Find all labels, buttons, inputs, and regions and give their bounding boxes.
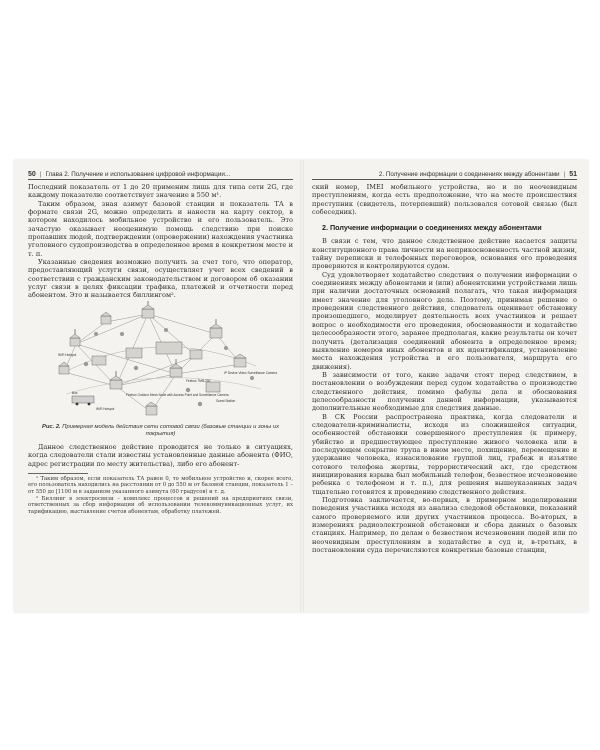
left-header-title: Глава 2. Получение и использование цифровой информации...	[45, 171, 231, 178]
left-page-body	[28, 180, 293, 515]
figure-label: Firebox 7MB-200	[185, 378, 210, 383]
right-paragraph: ский номер, IMEI мобильного устройства, но и по неочевидным преступлениям, когда есть предположение, что на месте происшествия преступник (свидетель, потерпевший) пользовался сотовой связью (был собеседник).	[312, 183, 577, 217]
right-page-body	[312, 180, 577, 554]
figure-label: WiFi Hotspot	[57, 352, 76, 357]
header-separator: |	[563, 171, 566, 178]
footnote: ¹ Таким образом, если показатель ТА равен 0, то мобильное устройство и, скорее всего, его пользователь находились на расстоянии от 0 до 550 м от базовой станции, показатель 1 – от 550 до [1100 м в заданном указанного азимута (60 градусов) и т. д.	[28, 475, 293, 496]
right-paragraph: В СК России распространена практика, когда следователи и следователи-криминалисты, исходя из сложившейся ситуации, особенностей обстановки совершенного преступления (к примеру, убийство и предшествующее преступление живого человека или в последующем сокрытие трупа в ином месте, похищение, перемещение и удержание человека, изнасилование группой лиц, грабеж и изъятие сотового телефона жертвы, террористический акт, где средством инициирования взрыва был мобильный телефон, безвестное исчезновение ребенка с телефоном и т. п.), для решения вышеуказанных задач тщательно готовятся к проведению следственного действия.	[312, 412, 577, 496]
footnote-rule	[28, 473, 88, 474]
footnote: ² Биллинг в электросвязи – комплекс процессов и решений на предприятиях связи, ответственных за сбор информации об использовании телекоммуникационных услуг, их тарификацию, выставление счетов абонентам, обработку платежей.	[28, 495, 293, 515]
header-separator: |	[39, 171, 42, 178]
figure-label: Guest Station	[215, 398, 235, 403]
left-paragraph: Таким образом, зная азимут базовой станции и показатель ТА в формате связи 2G, можно определить и нанести на карту сектор, в котором находилось мобильное устройство и его пользователь. Это зачастую оказывает неоценимую помощь следствию при поиске пропавших людей, подтверждении (опровержении) нахождения участника уголовного судопроизводства в определенное время в конкретном месте и т. п.	[28, 199, 293, 258]
network-diagram-figure	[56, 304, 277, 422]
section-title: 2. Получение информации о соединениях между абонентами	[322, 223, 542, 233]
left-running-header	[28, 170, 293, 180]
book-spread	[14, 160, 588, 612]
right-header-title: 2. Получение информации о соединениях между абонентами	[378, 171, 560, 178]
right-paragraph: Суд удовлетворяет ходатайство следствия о получении информации о соединениях между абонентами и (или) абонентскими устройствами лишь при наличии достаточных оснований полагать, что такая информация имеет значение для уголовного дела. Поэтому, принимая решение о проведении следственного действия, следователь оценивает обстановку произошедшего, моделирует деятельность всех участников и решает вопрос о необходимости его проведения, обоснованности и ходатайстве целесообразности этого, заранее предполагая, какие результаты он хочет получить (детализация соединений абонента в определенное время; выявление номеров иных абонентов и их идентификация, установление места нахождения устройства и его пользователя, маршрута его движения).	[312, 270, 577, 371]
figure-caption	[28, 424, 293, 438]
book-gutter	[300, 160, 304, 612]
left-page-number: 50	[28, 171, 36, 178]
figure-caption-text: Примерная модель действия сети сотовой связи (базовые станции и зоны их покрытия)	[62, 423, 279, 437]
right-paragraph: В связи с тем, что данное следственное действие касается защиты конституционного права личности на неприкосновенность частной жизни, тайну переписки и телефонных переговоров, основания его проведения проверяются и контролируются судом.	[312, 237, 577, 271]
right-paragraph: В зависимости от того, какие задачи стоят перед следствием, в постановлении о возбуждении перед судом ходатайства о производстве следственного действия, помимо фабулы дела и обоснования целесообразности получения данной информации, указываются дополнительные необходимые для следствия данные.	[312, 370, 577, 413]
figure-label: WiFi Hotspot	[95, 406, 114, 411]
figure-label: Firebox Outdoor Mesh Node with Access Point and Surveillance Camera	[125, 392, 229, 397]
figure-caption-label: Рис. 2.	[41, 423, 61, 430]
right-page-number: 51	[569, 171, 577, 178]
figure-label: IP Device Video Surveillance Camera	[223, 370, 277, 375]
right-running-header	[312, 170, 577, 180]
figure-label: Bus	[71, 390, 77, 395]
cellular-network-illustration	[56, 304, 277, 422]
left-paragraph: Указанные сведения возможно получить за счет того, что оператор, предоставляющий услуги связи, осуществляет учет всех сведений в соответствии с гражданским законодательством и договором об оказании услуг связи в целях фиксации трафика, платежей и отчетности перед абонентом. Это и называется биллингом².	[28, 258, 293, 300]
left-paragraph: Данное следственное действие проводится не только в ситуациях, когда следователи стали известны установленные данные абонента (ФИО, адрес регистрации по месту жительства), либо его абонент-	[28, 442, 293, 468]
left-page	[28, 170, 293, 606]
right-paragraph: Подготовка заключается, во-первых, в примерном моделировании поведения участника исходя из анализа следовой обстановки, показаний самого проверяемого или других участников процесса. Во-вторых, в измерениях радиоэлектронной обстановки и сбора данных о базовых станциях. Например, по делам о безвестном исчезновении людей или по неочевидным преступлениям в ходатайстве в суд и, в-третьих, в постановлении суда перечисляются конкретные базовые станции,	[312, 496, 577, 555]
left-paragraph: Последний показатель от 1 до 20 применим лишь для типа сети 2G, где каждому показателю соответствует значение в 550 м¹.	[28, 183, 293, 200]
right-page	[312, 170, 577, 606]
